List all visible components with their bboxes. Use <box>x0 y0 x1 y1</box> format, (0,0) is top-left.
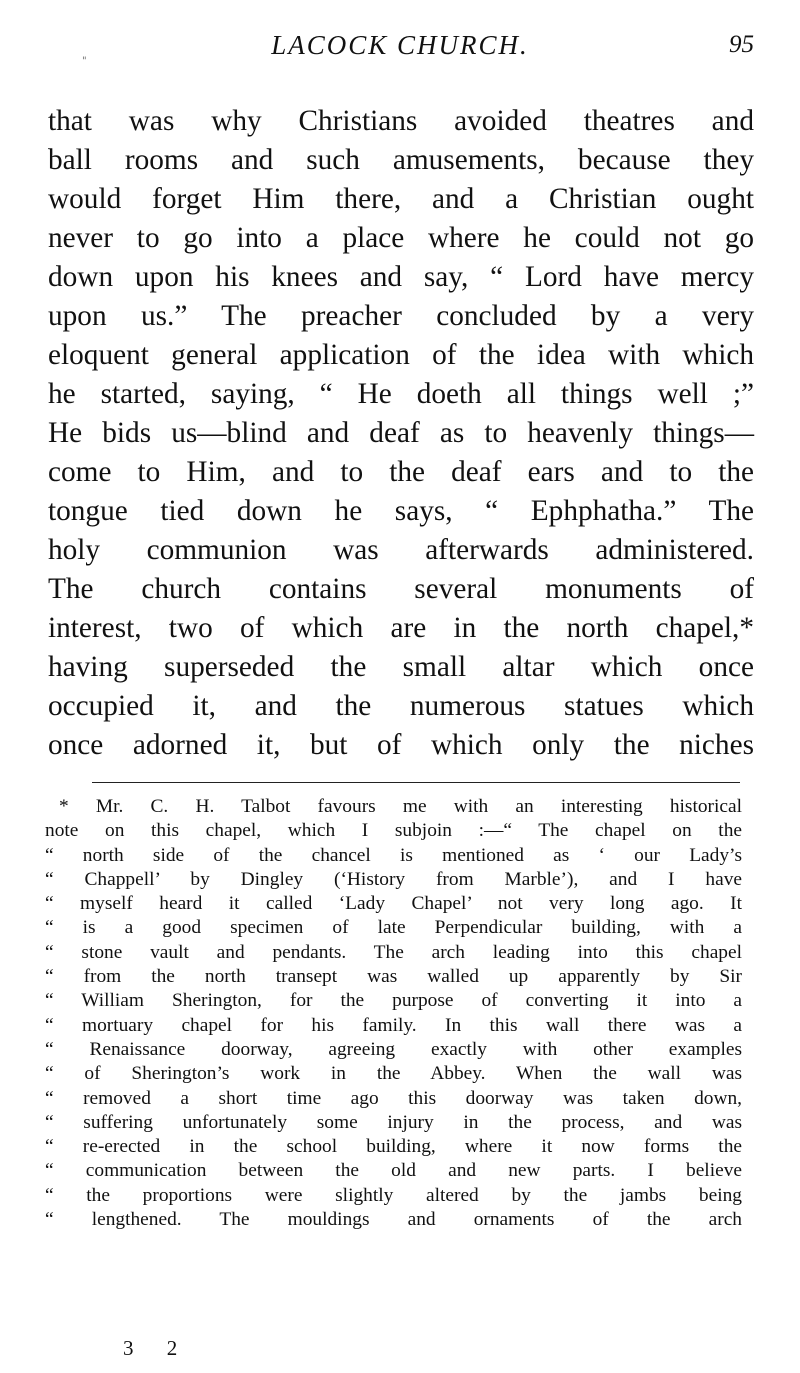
body-line: that was why Christians avoided theatres and <box>48 105 754 137</box>
footnote-line: “ mortuary chapel for his family. In this wall there was a <box>45 1014 742 1036</box>
body-text <box>48 102 754 765</box>
stray-mark: " <box>82 56 87 67</box>
footnote-line: “ myself heard it called ‘Lady Chapel’ not very long ago. It <box>45 893 742 915</box>
body-line: would forget Him there, and a Christian ought <box>48 183 754 215</box>
running-head <box>0 30 800 67</box>
body-line: down upon his knees and say, “ Lord have mercy <box>48 261 754 293</box>
body-line: he started, saying, “ He doeth all things well ;” <box>48 378 754 410</box>
footnote-line: “ Chappell’ by Dingley (‘History from Marble’), and I have <box>45 868 742 890</box>
footnote-line: “ stone vault and pendants. The arch leading into this chapel <box>45 941 742 963</box>
body-line: occupied it, and the numerous statues which <box>48 690 754 722</box>
body-line: The church contains several monuments of <box>48 573 754 605</box>
footnote-line: “ communication between the old and new parts. I believe <box>45 1160 742 1182</box>
body-line: having superseded the small altar which once <box>48 651 754 683</box>
footnote-line: “ removed a short time ago this doorway was taken down, <box>45 1087 742 1109</box>
body-line: eloquent general application of the idea with which <box>48 339 754 371</box>
footnote-line: “ from the north transept was walled up apparently by Sir <box>45 966 742 988</box>
footnote-rule <box>92 782 740 783</box>
body-line: upon us.” The preacher concluded by a very <box>48 300 754 332</box>
page-number: 95 <box>729 31 754 58</box>
footnote <box>45 795 742 1232</box>
body-line: interest, two of which are in the north chapel,* <box>48 612 754 644</box>
footnote-line: “ north side of the chancel is mentioned as ‘ our Lady’s <box>45 844 742 866</box>
body-line: once adorned it, but of which only the niches <box>48 729 754 761</box>
footnote-line: “ lengthened. The mouldings and ornaments of the arch <box>45 1209 742 1231</box>
footnote-line: “ re-erected in the school building, where it now forms the <box>45 1136 742 1158</box>
body-line: never to go into a place where he could not go <box>48 222 754 254</box>
footnote-line: note on this chapel, which I subjoin :—“ The chapel on the <box>45 820 742 842</box>
running-title: LACOCK CHURCH. <box>271 30 529 60</box>
printer-signature: 3 2 <box>123 1336 192 1360</box>
footnote-line: “ of Sherington’s work in the Abbey. When the wall was <box>45 1063 742 1085</box>
body-line: tongue tied down he says, “ Ephphatha.” The <box>48 495 754 527</box>
body-line: He bids us—blind and deaf as to heavenly things— <box>48 417 754 449</box>
footnote-line: * Mr. C. H. Talbot favours me with an interesting historical <box>59 796 742 817</box>
footnote-line: “ the proportions were slightly altered by the jambs being <box>45 1184 742 1206</box>
footnote-line: “ William Sherington, for the purpose of converting it into a <box>45 990 742 1012</box>
footnote-line: “ suffering unfortunately some injury in the process, and was <box>45 1111 742 1133</box>
footnote-line: “ Renaissance doorway, agreeing exactly with other examples <box>45 1038 742 1060</box>
footnote-line: “ is a good specimen of late Perpendicular building, with a <box>45 917 742 939</box>
body-line: holy communion was afterwards administered. <box>48 534 754 566</box>
body-line: ball rooms and such amusements, because they <box>48 144 754 176</box>
body-line: come to Him, and to the deaf ears and to the <box>48 456 754 488</box>
